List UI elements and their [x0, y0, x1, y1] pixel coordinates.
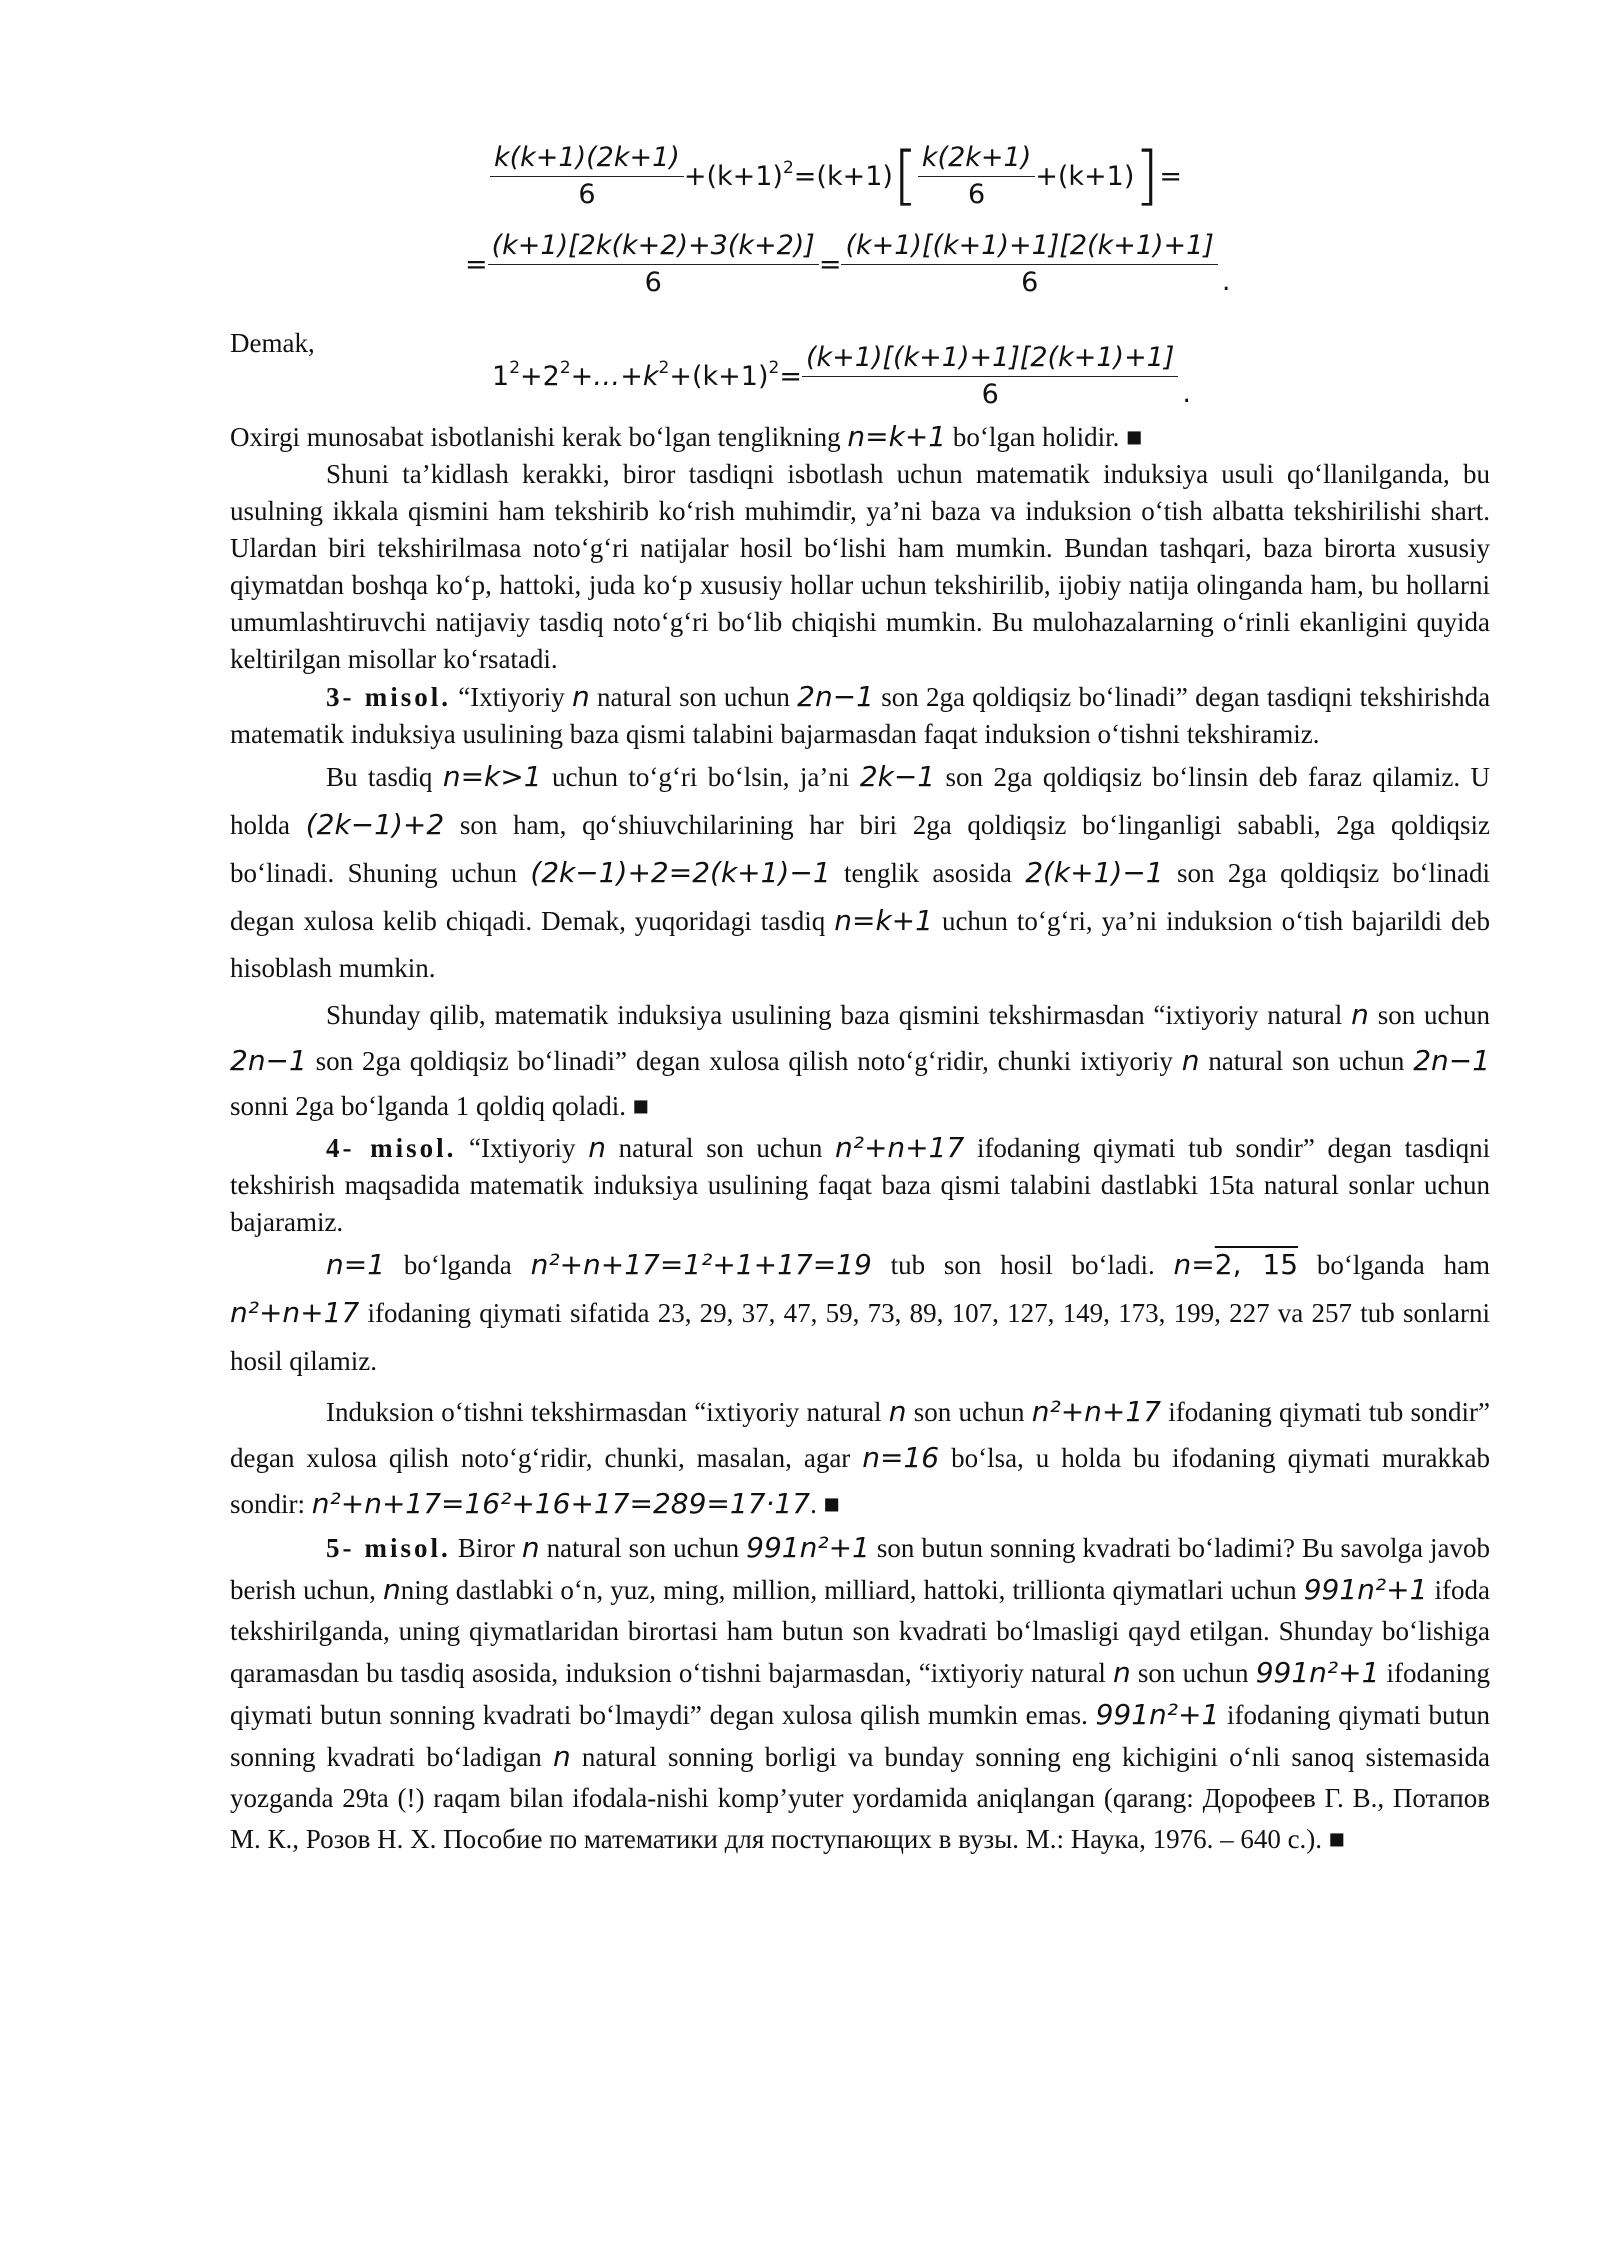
paragraph-example-4: 4- misol. “Ixtiyoriy n natural son uchun n²+n+17 ifodaning qiymati tub sondir” degan tasdiqni tekshirish maqsadida matematik induksiya usulining faqat baza qismi talabini dastlabki 15ta natural sonlar uchun bajaramiz.	[230, 1131, 1491, 1237]
document-page	[230, 140, 1490, 1860]
paragraph-summary: Shunday qilib, matematik induksiya usulining baza qismini tekshirmasdan “ixtiyoriy natural n son uchun 2n−1 son 2ga qoldiqsiz bo‘linadi” degan xulosa qilish noto‘g‘ridir, chunki ixtiyoriy n natural son uchun 2n−1 sonni 2ga bo‘lganda 1 qoldiq qoladi. ■	[230, 998, 1491, 1121]
fraction: $\frac{(k+1)[2k(k+2)+3(k+2)]}{6}$	[488, 228, 819, 301]
fraction: $\frac{(k+1)[(k+1)+1][2(k+1)+1]}{6}$	[802, 340, 1178, 413]
paragraph-counterexample: Induksion o‘tishni tekshirmasdan “ixtiyoriy natural n son uchun n²+n+17 ifodaning qiymati tub sondir” degan xulosa qilish noto‘g‘ridir, chunki, masalan, agar n=16 bo‘lsa, u holda bu ifodaning qiymati murakkab sondir: n²+n+17=16²+16+17=289=17·17. ■	[230, 1395, 1491, 1520]
fraction: $\frac{(k+1)[(k+1)+1][2(k+1)+1]}{6}$	[841, 228, 1217, 301]
paragraph-example-5: 5- misol. Biror n natural son uchun 991n²+1 son butun sonning kvadrati bo‘ladimi? Bu savolga javob berish uchun, nning dastlabki o‘n, yuz, ming, million, milliard, hattoki, trillionta qiymatlari uchun 991n²+1 ifoda tekshirilganda, uning qiymatlaridan birortasi ham butun son kvadrati bo‘lmasligi qayd etilgan. Shunday bo‘lishiga qaramasdan bu tasdiq asosida, induksion o‘tishni bajarmasdan, “ixtiyoriy natural n son uchun 991n²+1 ifodaning qiymati butun sonning kvadrati bo‘lmaydi” degan xulosa qilish mumkin emas. 991n²+1 ifodaning qiymati butun sonning kvadrati bo‘ladigan n natural sonning borligi va bunday sonning eng kichigini o‘nli sanoq sistemasida yozganda 29ta (!) raqam bilan ifodala-nishi komp’yuter yordamida aniqlangan (qarang: Дорофеев Г. В., Потапов М. К., Розов Н. Х. Пособие по математики для поступающих в вузы. М.: Наука, 1976. – 640 с.). ■	[230, 1531, 1491, 1854]
paragraph-base-check: n=1 bo‘lganda n²+n+17=1²+1+17=19 tub son hosil bo‘ladi. n=2, 15 bo‘lganda ham n²+n+17 ifodaning qiymati sifatida 23, 29, 37, 47, 59, 73, 89, 107, 127, 149, 173, 199, 227 va 257 tub sonlarni hosil qilamiz.	[230, 1248, 1491, 1376]
example-label: 3- misol.	[326, 682, 451, 712]
paragraph-conclusion: Oxirgi munosabat isbotlanishi kerak bo‘lgan tenglikning n=k+1 bo‘lgan holidir. ■	[230, 420, 1143, 453]
paragraph-example-3: 3- misol. “Ixtiyoriy n natural son uchun 2n−1 son 2ga qoldiqsiz bo‘linadi” degan tasdiqni tekshirishda matematik induksiya usulining baza qismi talabini bajarmasdan faqat induksion o‘tishni tekshiramiz.	[230, 680, 1491, 749]
formula-induction-step	[230, 139, 1490, 358]
example-label: 4- misol.	[326, 1133, 457, 1163]
formula-sum-squares: $1^2+2^2+\dots+k^2+(k+1)^2=$ $\frac{(k+1)[(k+1)+1][2(k+1)+1]}{6}$ .	[230, 340, 1490, 412]
formula-line-1: $\frac{k(k+1)(2k+1)}{6}$ $+(k+1)^2=(k+1)$[ $\frac{k(2k+1)}{6}$ +(k+1)]=	[490, 140, 1182, 213]
fraction: $\frac{k(k+1)(2k+1)}{6}$	[490, 140, 684, 213]
demak-label: Demak,	[230, 328, 315, 358]
formula-line-2: = $\frac{(k+1)[2k(k+2)+3(k+2)]}{6}$ = $\frac{(k+1)[(k+1)+1][2(k+1)+1]}{6}$ .	[465, 228, 1230, 301]
fraction: $\frac{k(2k+1)}{6}$	[918, 140, 1035, 213]
example-label: 5- misol.	[326, 1533, 451, 1563]
paragraph-remark: Shuni ta’kidlash kerakki, biror tasdiqni isbotlash uchun matematik induksiya usuli qo‘llanilganda, bu usulning ikkala qismini ham tekshirib ko‘rish muhimdir, ya’ni baza va induksion o‘tish albatta tekshirilishi shart. Ulardan biri tekshirilmasa noto‘g‘ri natijalar hosil bo‘lishi ham mumkin. Bundan tashqari, baza birorta xususiy qiymatdan boshqa ko‘p, hattoki, juda ko‘p xususiy hollar uchun tekshirilib, ijobiy natija olinganda ham, bu hollarni umumlashtiruvchi natijaviy tasdiq noto‘g‘ri bo‘lib chiqishi mumkin. Bu mulohazalarning o‘rinli ekanligini quyida keltirilgan misollar ko‘rsatadi.	[230, 459, 1490, 674]
paragraph-induction-step: Bu tasdiq n=k>1 uchun to‘g‘ri bo‘lsin, ja’ni 2k−1 son 2ga qoldiqsiz bo‘linsin deb faraz qilamiz. U holda (2k−1)+2 son ham, qo‘shiuvchilarining har biri 2ga qoldiqsiz bo‘linganligi sababli, 2ga qoldiqsiz bo‘linadi. Shuning uchun (2k−1)+2=2(k+1)−1 tenglik asosida 2(k+1)−1 son 2ga qoldiqsiz bo‘linadi degan xulosa kelib chiqadi. Demak, yuqoridagi tasdiq n=k+1 uchun to‘g‘ri, ya’ni induksion o‘tish bajarildi deb hisoblash mumkin.	[230, 760, 1491, 983]
